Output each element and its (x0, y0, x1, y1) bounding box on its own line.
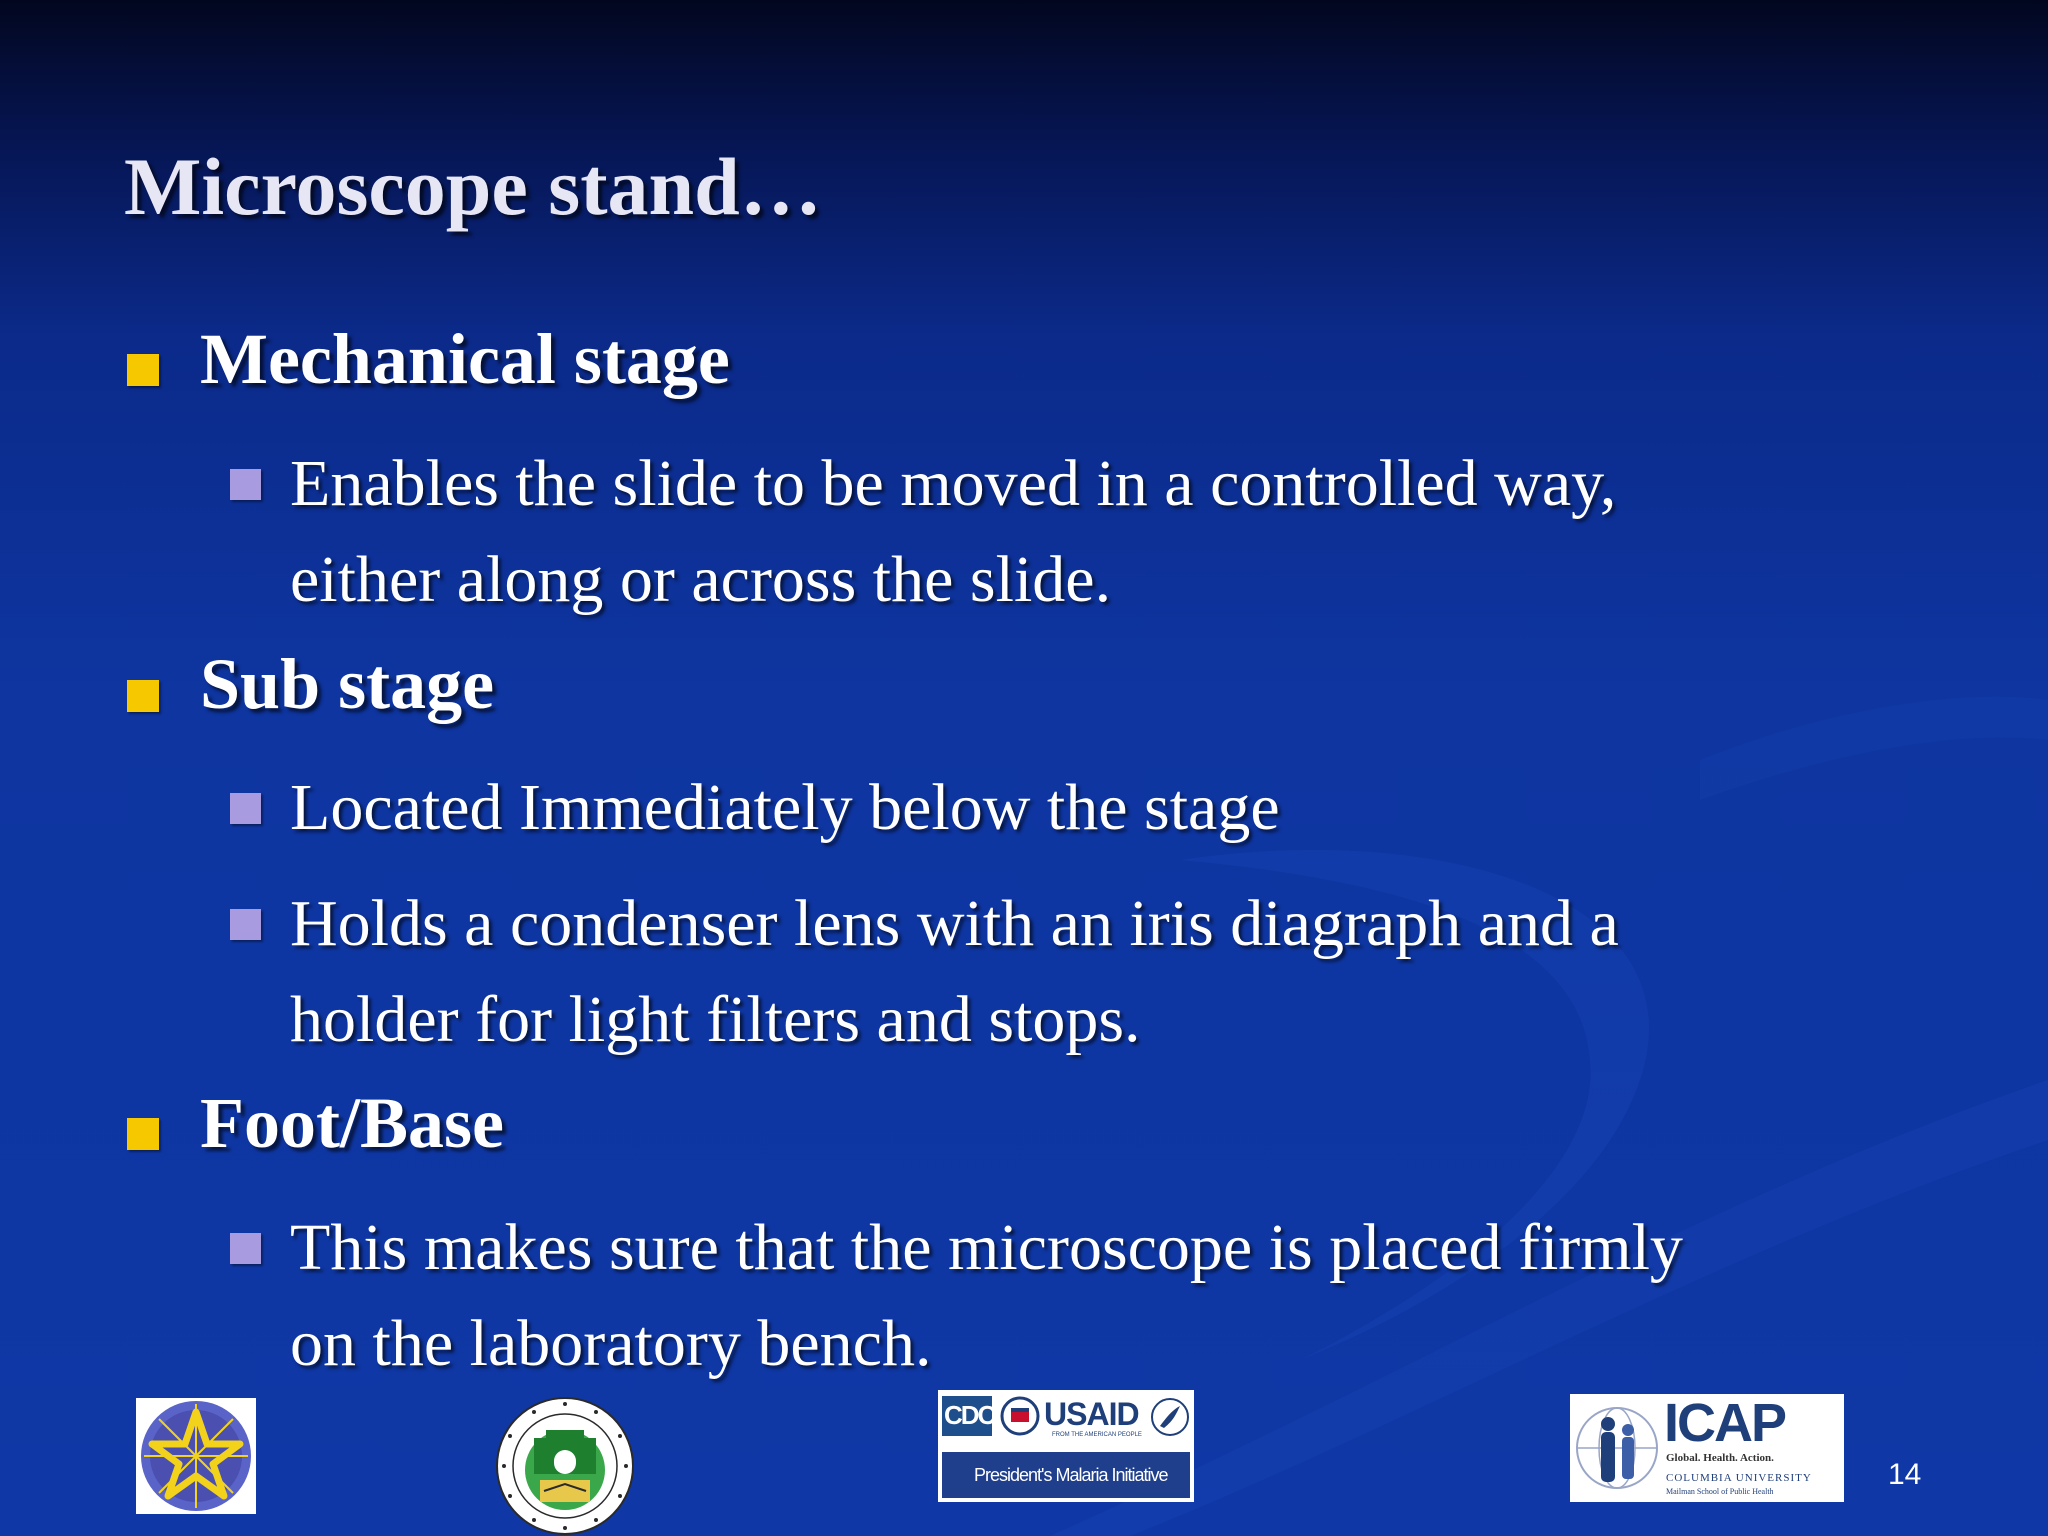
point-text: Located Immediately below the stage (290, 771, 1280, 844)
level2-bullet (230, 909, 261, 940)
section-heading-mechanical-stage: Mechanical stage (200, 319, 730, 399)
icap-title: ICAP (1664, 1393, 1786, 1453)
pmi-label: President's Malaria Initiative (974, 1465, 1168, 1485)
page-number: 14 (1888, 1458, 1922, 1491)
point-text: This makes sure that the microscope is placed firmly (290, 1211, 1683, 1284)
usaid-label: USAID (1044, 1396, 1139, 1432)
columbia-label: COLUMBIA UNIVERSITY (1666, 1472, 1812, 1484)
icap-logo (1570, 1394, 1844, 1502)
level2-bullet (230, 469, 261, 500)
point-text: Enables the slide to be moved in a controlled way, (290, 447, 1617, 520)
level1-bullet (127, 680, 159, 712)
icap-figures-icon (1574, 1398, 1660, 1498)
slide-title: Microscope stand… (124, 141, 822, 232)
usaid-seal-icon (1000, 1396, 1040, 1436)
level1-bullet (127, 1118, 159, 1150)
mailman-label: Mailman School of Public Health (1666, 1487, 1774, 1496)
section-heading-sub-stage: Sub stage (200, 644, 495, 724)
point-text: Holds a condenser lens with an iris diagraph and a (290, 887, 1619, 960)
icap-tagline: Global. Health. Action. (1666, 1452, 1774, 1464)
hhs-eagle-icon (1150, 1396, 1190, 1438)
institute-seal-logo (494, 1396, 636, 1536)
ethiopia-emblem-logo (136, 1398, 256, 1514)
level1-bullet (127, 354, 159, 386)
level2-bullet (230, 1233, 261, 1264)
point-text: either along or across the slide. (290, 543, 1112, 616)
cdc-label: CDC (944, 1400, 995, 1430)
point-text: holder for light filters and stops. (290, 983, 1141, 1056)
cdc-usaid-pmi-logo (938, 1390, 1194, 1502)
point-text: on the laboratory bench. (290, 1307, 932, 1380)
usaid-tagline: FROM THE AMERICAN PEOPLE (1052, 1432, 1142, 1438)
section-heading-foot-base: Foot/Base (200, 1083, 504, 1163)
level2-bullet (230, 793, 261, 824)
